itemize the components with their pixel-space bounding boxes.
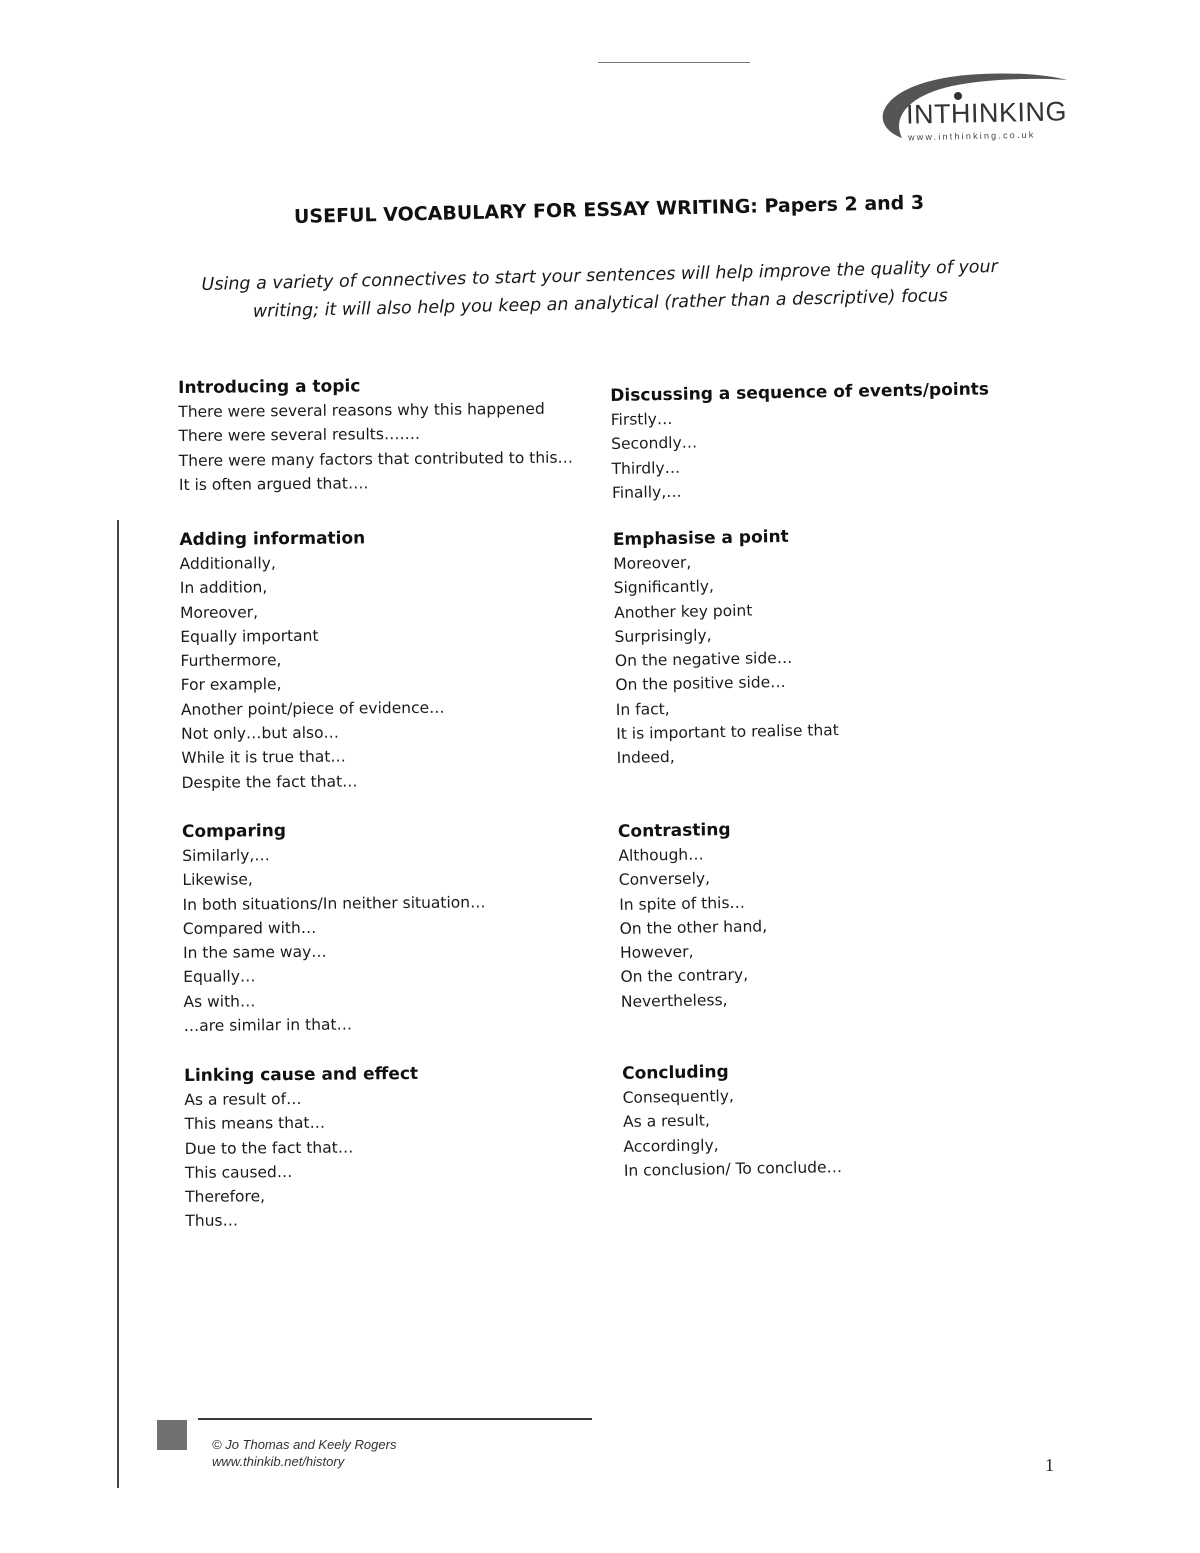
page-number: 1 — [1045, 1455, 1054, 1475]
phrase-item: Moreover, — [179, 602, 259, 622]
section-contrasting — [618, 812, 1061, 1014]
phrase-item: While it is true that… — [181, 747, 346, 768]
phrase-item: On the positive side… — [615, 673, 786, 695]
phrase-item: Equally important — [180, 626, 319, 646]
section-heading: Linking cause and effect — [184, 1063, 419, 1086]
phrase-item: Surprisingly, — [614, 626, 712, 646]
phrase-item: Finally,… — [611, 482, 682, 502]
phrase-item: Indeed, — [616, 748, 675, 768]
phrase-item: It is important to realise that — [616, 721, 839, 744]
phrase-item: Thus… — [185, 1211, 239, 1231]
phrase-item: Another point/piece of evidence… — [180, 698, 445, 719]
section-concluding — [622, 1054, 1064, 1183]
phrase-item: Nevertheless, — [620, 990, 728, 1011]
section-linking-cause-and-effect — [184, 1060, 625, 1234]
phrase-item: Due to the fact that… — [184, 1138, 354, 1158]
phrase-item: Consequently, — [622, 1086, 734, 1107]
phrase-item: On the negative side… — [614, 649, 793, 671]
section-heading: Emphasise a point — [612, 526, 789, 550]
phrase-item: Firstly… — [610, 409, 673, 429]
phrase-item: In the same way… — [182, 942, 327, 963]
section-comparing — [182, 816, 624, 1038]
right-column — [610, 368, 1050, 1180]
phrase-item: Likewise, — [182, 870, 253, 890]
phrase-item: Significantly, — [613, 577, 715, 598]
phrase-item: Therefore, — [185, 1187, 266, 1207]
phrase-item: There were many factors that contributed to this… — [178, 448, 574, 470]
phrase-item: Thirdly… — [611, 458, 681, 478]
document-title: USEFUL VOCABULARY FOR ESSAY WRITING: Papers 2 and 3 — [293, 191, 925, 228]
phrase-item: This caused… — [184, 1162, 293, 1182]
phrase-item: There were several results……. — [178, 425, 420, 446]
section-heading: Introducing a topic — [178, 376, 361, 398]
phrase-item: In both situations/In neither situation… — [182, 892, 486, 914]
phrase-item: Moreover, — [613, 553, 692, 573]
phrase-item: Secondly… — [611, 433, 698, 454]
phrase-item: Similarly,… — [182, 846, 270, 865]
phrase-item: Despite the fact that… — [181, 772, 358, 792]
inthinking-logo — [862, 68, 1072, 150]
document-intro — [199, 253, 1000, 327]
phrase-item: Not only…but also… — [181, 723, 340, 744]
phrase-item: On the other hand, — [619, 917, 768, 938]
phrase-item: Compared with… — [182, 918, 317, 938]
top-rule — [598, 62, 750, 63]
phrase-item: Furthermore, — [180, 651, 282, 671]
section-heading: Comparing — [181, 821, 287, 842]
section-heading: Contrasting — [617, 819, 731, 842]
intro-line-2: writing; it will also help you keep an analytical (rather than a descriptive) focus — [252, 286, 949, 322]
footer-square-mark — [157, 1420, 187, 1450]
margin-rule — [117, 520, 119, 1488]
section-emphasise-a-point — [613, 520, 1057, 770]
phrase-item: As a result of… — [184, 1089, 302, 1109]
phrase-item: Equally… — [183, 967, 256, 987]
logo-wordmark: INTHINKING — [905, 96, 1068, 130]
section-discussing-a-sequence — [610, 376, 1052, 505]
phrase-item: Although… — [618, 845, 704, 865]
phrase-item: Conversely, — [618, 869, 711, 890]
intro-line-1: Using a variety of connectives to start your sentences will help improve the quality of your — [201, 256, 999, 296]
phrase-item: As a result, — [622, 1111, 710, 1132]
section-heading: Adding information — [179, 528, 366, 550]
section-adding-information — [179, 524, 621, 795]
section-introducing-a-topic — [178, 372, 619, 497]
phrase-item: However, — [619, 942, 694, 963]
phrase-item: In addition, — [179, 578, 268, 598]
phrase-item: This means that… — [184, 1114, 326, 1134]
phrase-item: As with… — [183, 992, 256, 1011]
footer-copyright: © Jo Thomas and Keely Rogers — [212, 1437, 397, 1452]
phrase-item: Accordingly, — [623, 1135, 719, 1156]
section-heading: Concluding — [622, 1062, 729, 1084]
phrase-item: Additionally, — [179, 554, 276, 573]
phrase-item: In fact, — [615, 699, 670, 719]
phrase-item: In conclusion/ To conclude… — [623, 1157, 843, 1180]
footer-url: www.thinkib.net/history — [212, 1454, 345, 1469]
left-column — [178, 372, 618, 1231]
phrase-item: …are similar in that… — [183, 1015, 353, 1036]
phrase-item: It is often argued that…. — [178, 474, 369, 494]
phrase-item: In spite of this… — [619, 893, 746, 914]
phrase-item: On the contrary, — [620, 966, 749, 987]
section-heading: Discussing a sequence of events/points — [610, 379, 990, 406]
footer-rule — [198, 1418, 592, 1420]
phrase-item: There were several reasons why this happened — [178, 399, 545, 421]
phrase-item: Another key point — [613, 601, 753, 622]
phrase-item: For example, — [180, 675, 282, 695]
logo-url: www.inthinking.co.uk — [907, 129, 1036, 143]
